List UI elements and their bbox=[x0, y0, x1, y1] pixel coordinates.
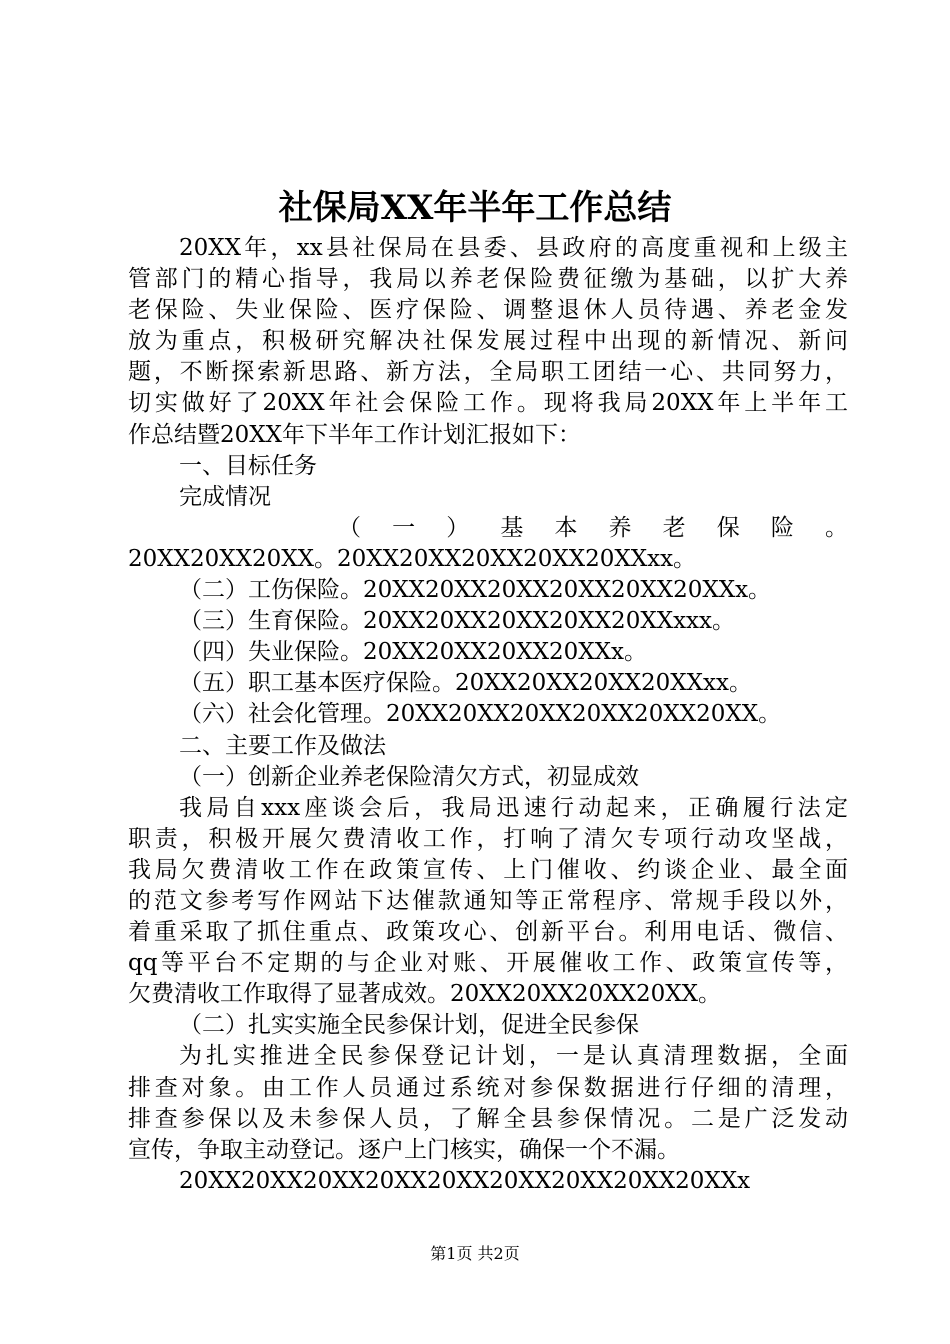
item-heading: （一）基本养老保险。 bbox=[338, 514, 848, 541]
paragraph-line: 的范文参考写作网站下达催款通知等正常程序、常规手段以外， bbox=[128, 887, 848, 914]
paragraph-line: 管部门的精心指导，我局以养老保险费征缴为基础，以扩大养 bbox=[128, 266, 848, 293]
subheading: （二）扎实实施全民参保计划，促进全民参保 bbox=[179, 1012, 639, 1039]
paragraph-line: 切实做好了20XX年社会保险工作。现将我局20XX年上半年工 bbox=[128, 390, 848, 417]
subheading: （一）创新企业养老保险清欠方式，初显成效 bbox=[179, 763, 639, 790]
document-body bbox=[128, 233, 848, 1197]
list-item: （三）生育保险。20XX20XX20XX20XX20XXxxx。 bbox=[179, 608, 735, 635]
paragraph-line: 作总结暨20XX年下半年工作计划汇报如下： bbox=[128, 421, 582, 448]
paragraph-line: qq等平台不定期的与企业对账、开展催收工作、政策宣传等， bbox=[128, 950, 848, 977]
section-heading: 一、目标任务 bbox=[179, 452, 317, 479]
subheading: 完成情况 bbox=[179, 483, 271, 510]
page-footer: 第1页 共2页 bbox=[430, 1244, 520, 1263]
list-item: （六）社会化管理。20XX20XX20XX20XX20XX20XX。 bbox=[179, 701, 782, 728]
paragraph-line: 20XX年，xx县社保局在县委、县政府的高度重视和上级主 bbox=[179, 235, 848, 261]
paragraph-line: 职责，积极开展欠费清收工作，打响了清欠专项行动攻坚战， bbox=[128, 825, 848, 852]
paragraph-line: 排查对象。由工作人员通过系统对参保数据进行仔细的清理， bbox=[128, 1074, 848, 1101]
list-item: （五）职工基本医疗保险。20XX20XX20XX20XXxx。 bbox=[179, 670, 753, 697]
list-item: （二）工伤保险。20XX20XX20XX20XX20XX20XXx。 bbox=[179, 577, 772, 604]
paragraph-line: 为扎实推进全民参保登记计划，一是认真清理数据，全面 bbox=[179, 1043, 848, 1070]
paragraph-line: 我局欠费清收工作在政策宣传、上门催收、约谈企业、最全面 bbox=[128, 856, 848, 883]
paragraph-line: 排查参保以及未参保人员，了解全县参保情况。二是广泛发动 bbox=[128, 1105, 848, 1132]
paragraph-line: 着重采取了抓住重点、政策攻心、创新平台。利用电话、微信、 bbox=[128, 919, 848, 946]
paragraph-line: 老保险、失业保险、医疗保险、调整退休人员待遇、养老金发 bbox=[128, 297, 848, 324]
paragraph-line: 题，不断探索新思路、新方法，全局职工团结一心、共同努力， bbox=[128, 359, 848, 386]
section-heading: 二、主要工作及做法 bbox=[179, 732, 386, 759]
paragraph-line: 欠费清收工作取得了显著成效。20XX20XX20XX20XX。 bbox=[128, 981, 722, 1008]
paragraph-line: 我局自xxx座谈会后，我局迅速行动起来，正确履行法定 bbox=[179, 794, 848, 821]
paragraph-line: 20XX20XX20XX20XX20XX20XX20XX20XX20XXx bbox=[179, 1167, 751, 1194]
document-title: 社保局XX年半年工作总结 bbox=[278, 188, 672, 228]
list-item: （四）失业保险。20XX20XX20XX20XXx。 bbox=[179, 639, 648, 666]
paragraph-line: 放为重点，积极研究解决社保发展过程中出现的新情况、新问 bbox=[128, 328, 848, 355]
paragraph-line: 宣传，争取主动登记。逐户上门核实，确保一个不漏。 bbox=[128, 1136, 680, 1163]
paragraph-line: 20XX20XX20XX。20XX20XX20XX20XX20XXxx。 bbox=[128, 545, 697, 572]
